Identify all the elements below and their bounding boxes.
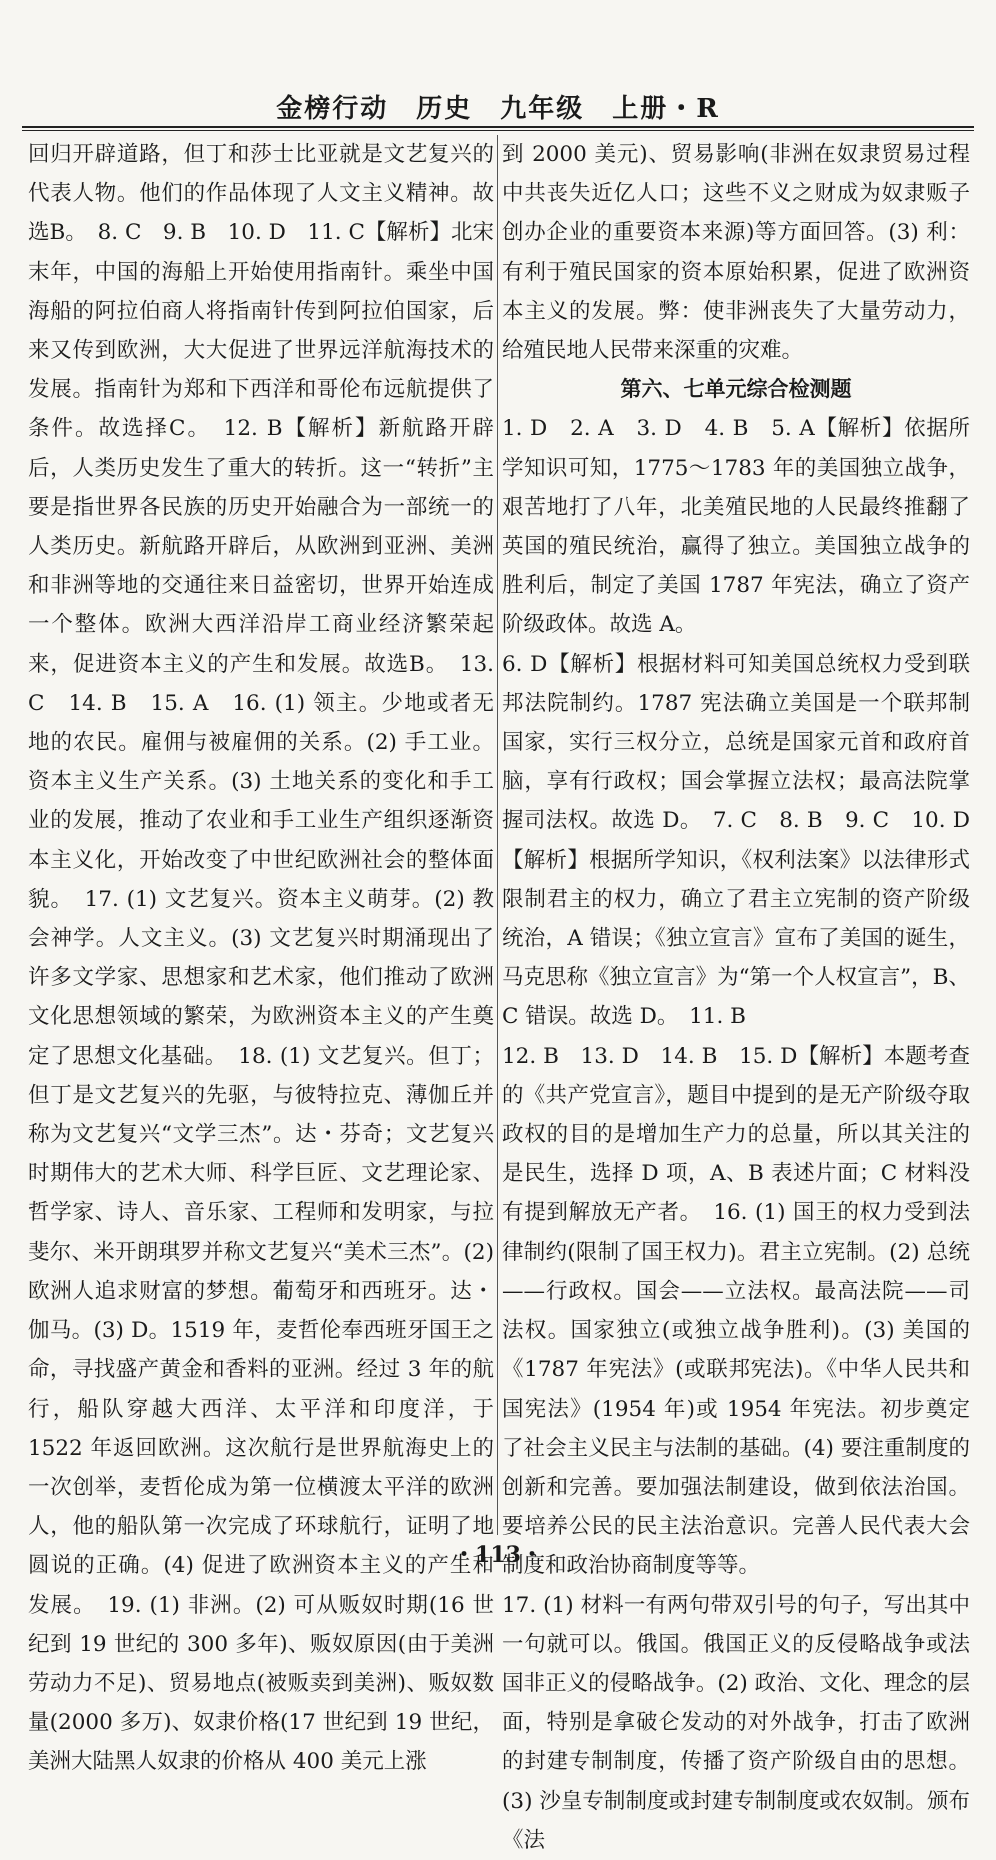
- section-title: 第六、七单元综合检测题: [620, 377, 852, 402]
- right-paragraph: 1. D 2. A 3. D 4. B 5. A【解析】依据所学知识可知，1775～1783 年的美国独立战争，艰苦地打了八年，北美殖民地的人民最终推翻了英国的殖民统治，赢得了独立。美国独立战争的胜利后，制定了美国 1787 年宪法，确立了资产阶级政体。故选 A。: [502, 416, 970, 638]
- right-column: [502, 135, 970, 1860]
- right-paragraph: 12. B 13. D 14. B 15. D【解析】本题考查的《共产党宣言》，题目中提到的是无产阶级夺取政权的目的是增加生产力的总量，所以其关注的是民生，选择 D 项，A、B 表述片面；C 材料没有提到解放无产者。 16. (1) 国王的权力受到法律制约(限制了国王权力)。君主立宪制。(2) 总统——行政权。国会——立法权。最高法院——司法权。国家独立(或独立战争胜利)。(3) 美国的《1787 年宪法》(或联邦宪法)。《中华人民共和国宪法》(1954 年)或 1954 年宪法。初步奠定了社会主义民主与法制的基础。(4) 要注重制度的创新和完善。要加强法制建设，做到依法治国。要培养公民的民主法治意识。完善人民代表大会制度和政治协商制度等等。: [502, 1043, 970, 1579]
- left-paragraph: 回归开辟道路，但丁和莎士比亚就是文艺复兴的代表人物。他们的作品体现了人文主义精神。故选B。 8. C 9. B 10. D 11. C【解析】北宋末年，中国的海船上开始使用指南针。乘坐中国海船的阿拉伯商人将指南针传到阿拉伯国家，后来又传到欧洲，大大促进了世界远洋航海技术的发展。指南针为郑和下西洋和哥伦布远航提供了条件。故选择C。 12. B【解析】新航路开辟后，人类历史发生了重大的转折。这一“转折”主要是指世界各民族的历史开始融合为一部统一的人类历史。新航路开辟后，从欧洲到亚洲、美洲和非洲等地的交通往来日益密切，世界开始连成一个整体。欧洲大西洋沿岸工商业经济繁荣起来，促进资本主义的产生和发展。故选B。 13. C 14. B 15. A 16. (1) 领主。少地或者无地的农民。雇佣与被雇佣的关系。(2) 手工业。资本主义生产关系。(3) 土地关系的变化和手工业的发展，推动了农业和手工业生产组织逐渐资本主义化，开始改变了中世纪欧洲社会的整体面貌。 17. (1) 文艺复兴。资本主义萌芽。(2) 教会神学。人文主义。(3) 文艺复兴时期涌现出了许多文学家、思想家和艺术家，他们推动了欧洲文化思想领域的繁荣，为欧洲资本主义的产生奠定了思想文化基础。 18. (1) 文艺复兴。但丁；但丁是文艺复兴的先驱，与彼特拉克、薄伽丘并称为文艺复兴“文学三杰”。达・芬奇；文艺复兴时期伟大的艺术大师、科学巨匠、文艺理论家、哲学家、诗人、音乐家、工程师和发明家，与拉斐尔、米开朗琪罗并称文艺复兴“美术三杰”。(2) 欧洲人追求财富的梦想。葡萄牙和西班牙。达・伽马。(3) D。1519 年，麦哲伦奉西班牙国王之命，寻找盛产黄金和香料的亚洲。经过 3 年的航行，船队穿越大西洋、太平洋和印度洋，于 1522 年返回欧洲。这次航行是世界航海史上的一次创举，麦哲伦成为第一位横渡太平洋的欧洲人，他的船队第一次完成了环球航行，证明了地圆说的正确。(4) 促进了欧洲资本主义的产生和发展。 19. (1) 非洲。(2) 可从贩奴时期(16 世纪到 19 世纪的 300 多年)、贩奴原因(由于美洲劳动力不足)、贸易地点(被贩卖到美洲)、贩奴数量(2000 多万)、奴隶价格(17 世纪到 19 世纪，美洲大陆黑人奴隶的价格从 400 美元上涨: [28, 142, 494, 1775]
- right-paragraph: 6. D【解析】根据材料可知美国总统权力受到联邦法院制约。1787 宪法确立美国是一个联邦制国家，实行三权分立，总统是国家元首和政府首脑，享有行政权；国会掌握立法权；最高法院掌握司法权。故选 D。 7. C 8. B 9. C 10. D【解析】根据所学知识，《权利法案》以法律形式限制君主的权力，确立了君主立宪制的资产阶级统治，A 错误；《独立宣言》宣布了美国的诞生，马克思称《独立宣言》为“第一个人权宣言”，B、C 错误。故选 D。 11. B: [502, 651, 970, 1030]
- column-divider: [497, 135, 498, 1535]
- left-column: [28, 135, 494, 1782]
- right-intro-paragraph: 到 2000 美元)、贸易影响(非洲在奴隶贸易过程中共丧失近亿人口；这些不义之财成为奴隶贩子创办企业的重要资本来源)等方面回答。(3) 利：有利于殖民国家的资本原始积累，促进了欧洲资本主义的发展。弊：使非洲丧失了大量劳动力，给殖民地人民带来深重的灾难。: [502, 142, 970, 364]
- page-number: ・113・: [453, 1542, 543, 1568]
- header-rule-thin: [22, 130, 974, 131]
- page-header-title: 金榜行动 历史 九年级 上册・R: [276, 94, 720, 124]
- right-paragraph: 17. (1) 材料一有两句带双引号的句子，写出其中一句就可以。俄国。俄国正义的反侵略战争或法国非正义的侵略战争。(2) 政治、文化、理念的层面，特别是拿破仑发动的对外战争，打击了欧洲的封建专制制度，传播了资产阶级自由的思想。(3) 沙皇专制制度或封建专制制度或农奴制。颁布《法: [502, 1592, 970, 1853]
- header-rule: [22, 126, 974, 128]
